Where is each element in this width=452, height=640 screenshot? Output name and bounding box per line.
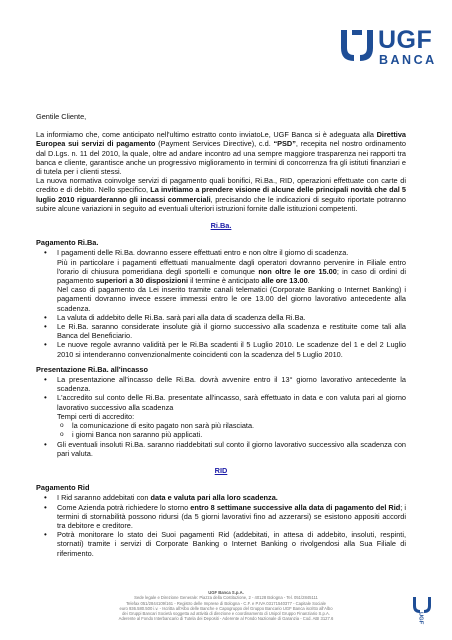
text-bold: Direttiva Europea sui servizi di pagamento [36, 130, 406, 149]
text: Nel caso di pagamento da Lei inserito tramite canali telematici (Corporate Banking o Internet Banking) i pagamenti dovranno invece essere immessi entro le ore 13.00 del giorno lavorativo antecedente alla scadenza. [57, 285, 406, 313]
text: La nuova normativa coinvolge servizi di pagamento quali bonifici, Ri.Ba., RID, operazioni effettuate con carte di credito e di debito. Nello specifico, [36, 176, 406, 195]
text-bold: La invitiamo a prendere visione di alcune delle principali novità che dal 5 luglio 2010 riguarderanno gli incassi commerciali [36, 185, 406, 204]
footer-line: Telefax 051/2844109/161 - Registro delle Imprese di Bologna - C.F. e P.IVA 03171540377 - Capitale Sociale [126, 600, 326, 606]
sub-list [57, 421, 406, 439]
list-item: • Potrà monitorare lo stato dei Suoi pagamenti Rid (addebitati, in attesa di addebito, insoluti, respinti, stornati) tramite i servizi di Corporate Banking o Internet Banking o rivolgendosi alla Sua Filiale di riferimento. [57, 530, 406, 558]
letter-body [36, 112, 406, 558]
greeting: Gentile Cliente, [36, 112, 87, 121]
footer-legal-text [0, 590, 452, 625]
list-item: • La valuta di addebito delle Ri.Ba. sarà pari alla data di scadenza della Ri.Ba. [57, 313, 406, 322]
pagamento-rid-list [36, 493, 406, 557]
footer-bank-name: UGF Banca S.p.A. [208, 590, 244, 595]
text: L'accredito sul conto delle Ri.Ba. presentate all'incasso, sarà effettuato in data e con valuta pari al giorno lavorativo successivo alla scadenza [57, 393, 406, 412]
ugf-logo-mark-icon [338, 28, 376, 64]
text [57, 258, 406, 286]
logo-sub: BANCA [379, 53, 437, 67]
footer-line: dei Gruppi Bancari Società soggetta ad attività di direzione e coordinamento di Unipol Gruppo Finanziario S.p.A. [122, 611, 330, 617]
list-item [57, 393, 406, 439]
text-bold: non oltre le ore 15.00 [258, 266, 337, 276]
list-item: • Gli eventuali insoluti Ri.Ba. saranno riaddebitati sul conto il giorno lavorativo successivo alla scadenza con pari valuta. [57, 440, 406, 458]
text: I pagamenti delle Ri.Ba. dovranno essere effettuati entro e non oltre il giorno di scadenza. [57, 248, 349, 258]
text-bold: entro 8 settimane successive alla data di pagamento del Rid [190, 502, 401, 512]
text: il termine è anticipato [188, 276, 262, 286]
footer-line: Sede legale e Direzione Generale: Piazza della Costituzione, 2 - 40128 Bologna - Tel. 051/2845111 [134, 595, 318, 601]
text: . [307, 276, 310, 286]
footer-line: Aderente al Fondo Interbancario di Tutela dei Depositi - Aderente al Fondo Nazionale di Garanzia - Cod. ABI 3127.6 [118, 616, 334, 622]
text-bold: “PSD” [273, 139, 296, 149]
text-bold: data e valuta pari alla loro scadenza. [150, 493, 278, 503]
text: Più in particolare i pagamenti effettuati manualmente dagli operatori dovranno pervenire in Filiale entro l'orario di chiusura pomeridiana degli sportelli e comunque [57, 257, 406, 276]
footer-ugf-logo [411, 596, 435, 632]
text: Come Azienda potrà richiedere lo storno [57, 502, 191, 512]
text: I Rid saranno addebitati con [57, 493, 151, 503]
intro-paragraph-1 [36, 130, 406, 176]
riba-section-link[interactable]: Ri.Ba. [210, 221, 232, 231]
rid-section-link[interactable]: RID [214, 465, 228, 475]
intro-paragraph-2 [36, 176, 406, 213]
text: ; i termini di stornabilità possono ridursi (da 5 giorni lavorativi fino ad azzerarsi) se esistono appositi accordi tra debitore e creditore. [57, 502, 407, 530]
list-item: • La presentazione all'incasso delle Ri.Ba. dovrà avvenire entro il 13° giorno lavorativo antecedente la scadenza. [57, 375, 406, 393]
list-item [57, 248, 406, 312]
footer-line: euro 936.580.500 i.v. - Iscritta all'Albo delle Banche e Capogruppo del Gruppo Bancario UGF Banca iscritto all'Albo [119, 605, 333, 611]
logo-word: UGF [378, 26, 433, 54]
list-item: • Le Ri.Ba. saranno considerate insolute già il giorno successivo alla scadenza e restituite come tali alla Banca del Beneficiario. [57, 322, 406, 340]
list-item [57, 493, 406, 502]
list-item: • Le nuove regole avranno validità per le Ri.Ba scadenti il 5 Luglio 2010. Le scadenze del 1 e del 2 Luglio 2010 si intenderanno convenzionalmente coincidenti con la scadenza del 5 Luglio 2010. [57, 340, 406, 358]
pagamento-riba-list [36, 248, 406, 358]
text: La informiamo che, come anticipato nell'ultimo estratto conto inviatoLe, UGF Banca si è adeguata alla [36, 130, 377, 140]
text: , precisando che le indicazioni di seguito riportate potranno subire alcune variazioni in seguito ad eventuali ulteriori istruzioni fornite dalle istituzioni competenti. [36, 194, 406, 213]
list-item [57, 503, 406, 531]
sub-list-item: o la comunicazione di esito pagato non sarà più rilasciata. [72, 421, 406, 430]
text: (Payment Services Directive), c.d. [155, 139, 274, 149]
sub-list-item: o i giorni Banca non saranno più applicati. [72, 430, 406, 439]
text-bold: superiori a 30 disposizioni [95, 276, 189, 286]
footer-logo-word: UGF [417, 612, 424, 625]
text: Tempi certi di accredito: [57, 411, 135, 421]
pagamento-rid-title: Pagamento Rid [36, 483, 90, 493]
text: ; in caso di ordini di pagamento [57, 266, 406, 286]
text: , recepita nel nostro ordinamento dal D.Lgs. n. 11 del 2010, la quale, oltre ad andare incontro ad una sempre maggiore trasparenza nei rapporti tra banca e cliente, garantisce anche un progressivo miglioramento in termini di concorrenza fra gli istituti finanziari e di tutela per i clienti stessi. [36, 139, 406, 177]
presentazione-riba-list [36, 375, 406, 458]
pagamento-riba-title: Pagamento Ri.Ba. [36, 238, 99, 248]
presentazione-riba-title: Presentazione Ri.Ba. all'incasso [36, 364, 148, 374]
text-bold: alle ore 13.00 [261, 276, 308, 286]
ugf-banca-logo [338, 26, 437, 72]
